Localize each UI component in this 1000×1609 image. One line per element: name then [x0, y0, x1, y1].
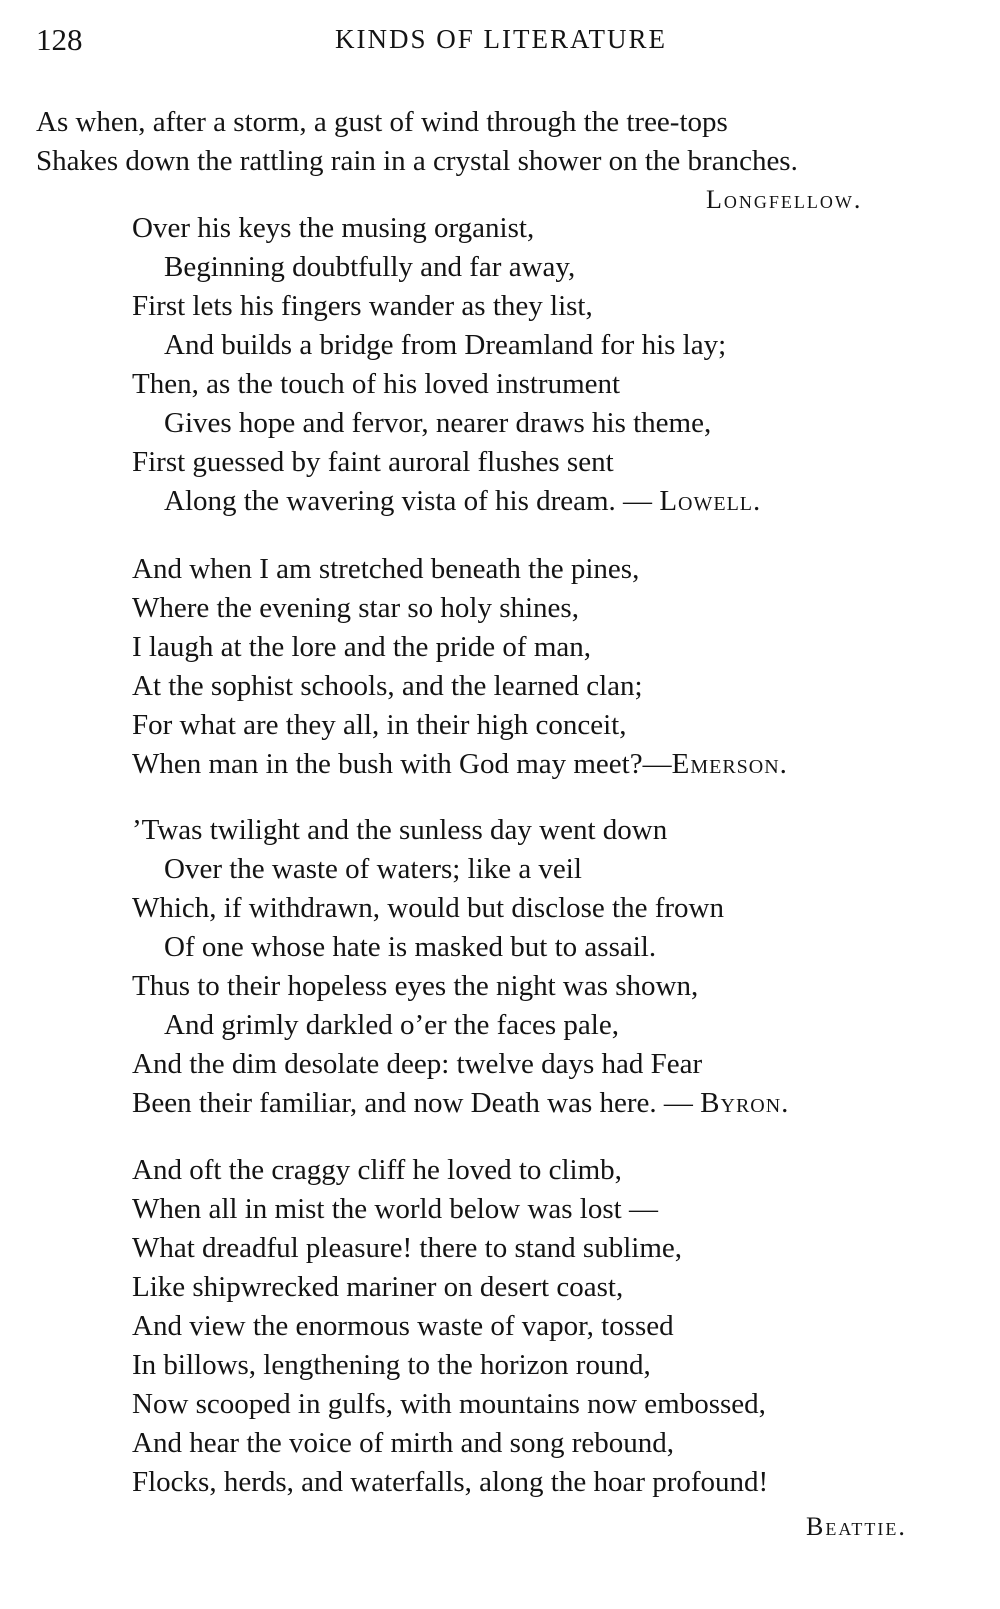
poem-line: Gives hope and fervor, nearer draws his theme, [164, 407, 712, 439]
poem-line: At the sophist schools, and the learned clan; [132, 670, 643, 702]
poem-line-text: Been their familiar, and now Death was here. — [132, 1087, 701, 1119]
poem-line-with-attribution [132, 746, 788, 782]
attribution-emerson: Emerson. [671, 748, 788, 780]
poem-line: Now scooped in gulfs, with mountains now embossed, [132, 1388, 766, 1420]
running-title: KINDS OF LITERATURE [335, 24, 667, 54]
poem-line: In billows, lengthening to the horizon round, [132, 1349, 651, 1381]
poem-line: And oft the craggy cliff he loved to climb, [132, 1154, 622, 1186]
poem-line: Flocks, herds, and waterfalls, along the hoar profound! [132, 1466, 769, 1498]
poem-line: Then, as the touch of his loved instrument [132, 368, 621, 400]
poem-line: And builds a bridge from Dreamland for his lay; [164, 329, 727, 361]
poem-line: Shakes down the rattling rain in a crystal shower on the branches. [36, 145, 798, 177]
poem-line: As when, after a storm, a gust of wind through the tree-tops [36, 106, 728, 138]
page-header [36, 22, 966, 62]
poem-line: When all in mist the world below was lost — [132, 1193, 658, 1225]
poem-line: Over his keys the musing organist, [132, 212, 535, 244]
poem-line-text: When man in the bush with God may meet?— [132, 748, 672, 780]
poem-line: Of one whose hate is masked but to assail. [164, 931, 657, 963]
attribution-beattie: Beattie. [806, 1512, 907, 1541]
poem-line: Like shipwrecked mariner on desert coast, [132, 1271, 624, 1303]
poem-line: Where the evening star so holy shines, [132, 592, 579, 624]
poem-line: And grimly darkled o’er the faces pale, [164, 1009, 619, 1041]
poem-line: ’Twas twilight and the sunless day went down [132, 814, 668, 846]
poem-line-with-attribution [164, 483, 761, 519]
poem-line: Beginning doubtfully and far away, [164, 251, 576, 283]
attribution-byron: Byron. [700, 1087, 790, 1119]
attribution-lowell: Lowell. [659, 485, 762, 517]
poem-line-text: Along the wavering vista of his dream. — [164, 485, 660, 517]
poem-line: What dreadful pleasure! there to stand sublime, [132, 1232, 682, 1264]
poem-line: Which, if withdrawn, would but disclose the frown [132, 892, 724, 924]
poem-line: For what are they all, in their high conceit, [132, 709, 627, 741]
poem-line: I laugh at the lore and the pride of man, [132, 631, 592, 663]
poem-line: Thus to their hopeless eyes the night was shown, [132, 970, 699, 1002]
poem-line: And when I am stretched beneath the pines, [132, 553, 640, 585]
poem-line: First guessed by faint auroral flushes sent [132, 446, 614, 478]
poem-line: Over the waste of waters; like a veil [164, 853, 582, 885]
poem-line: And view the enormous waste of vapor, tossed [132, 1310, 674, 1342]
poem-line: First lets his fingers wander as they list, [132, 290, 593, 322]
poem-line-with-attribution [132, 1085, 789, 1121]
attribution-longfellow: Longfellow. [706, 185, 863, 214]
poem-line: And the dim desolate deep: twelve days had Fear [132, 1048, 703, 1080]
page-number: 128 [36, 22, 83, 57]
poem-line: And hear the voice of mirth and song rebound, [132, 1427, 674, 1459]
